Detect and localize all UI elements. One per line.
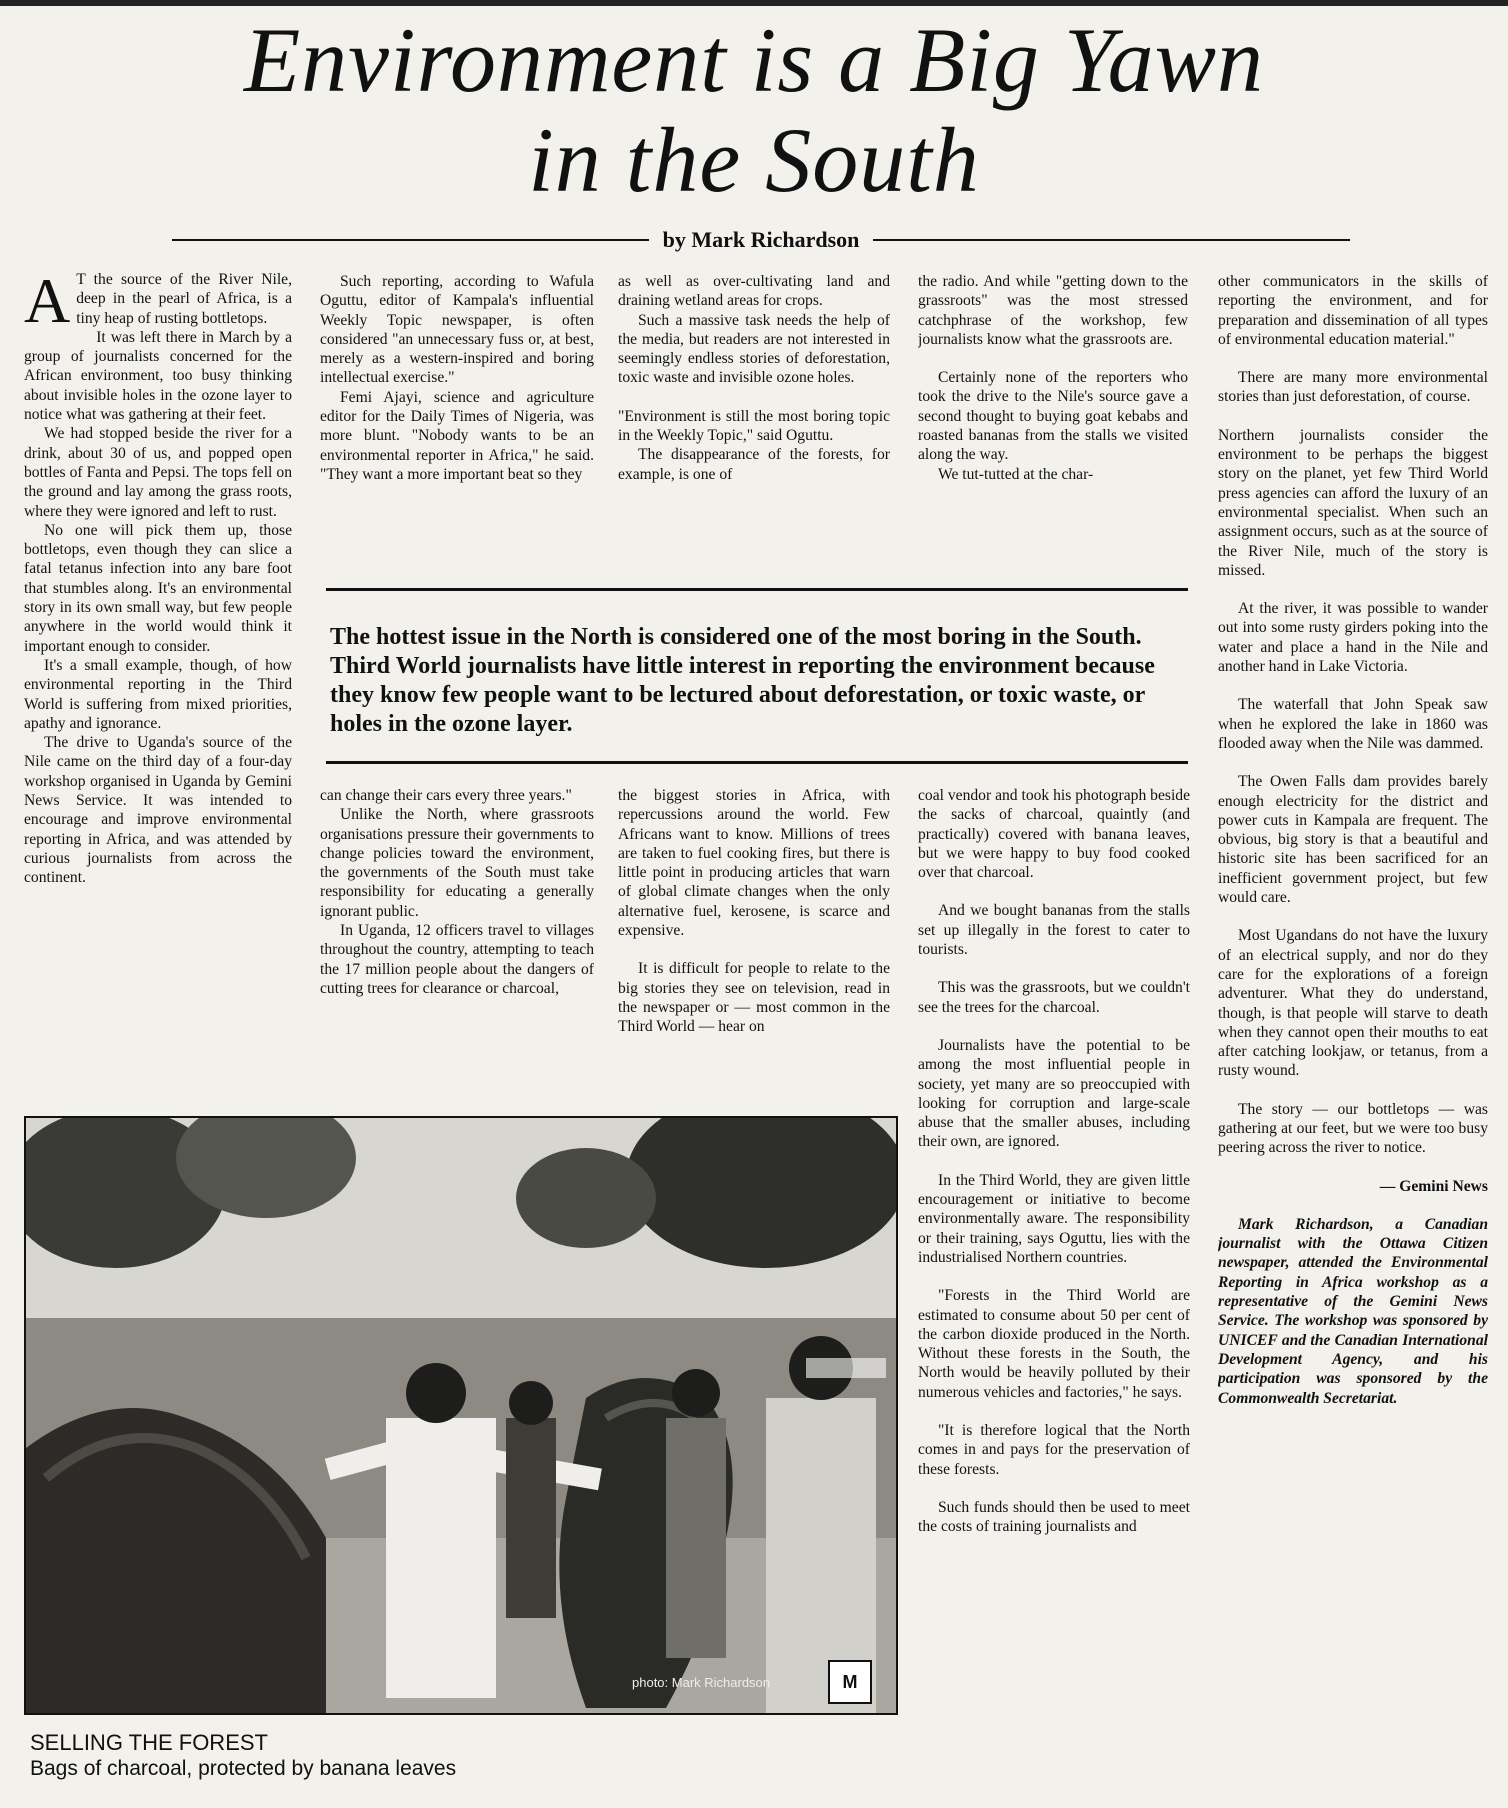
col1-paragraph-2: It was left there in March by a group of journalists concerned for the African environment, too busy thinking about invisible holes in the ozone layer to notice what was gathering at their feet. [24,328,292,424]
col3-paragraph-2: Such a massive task needs the help of the media, but readers are not interested in seemingly endless stories of deforestation, toxic waste and invisible ozone holes. [618,311,890,387]
col3b-paragraph-1: the biggest stories in Africa, with repercussions around the world. Few Africans want to know. Millions of trees are taken to fuel cooking fires, but there is little point in producing articles that warn of global climate changes when the only alternative fuel, kerosene, is scarce and expensive. [618,787,890,940]
byline [172,225,1350,255]
col5-paragraph-2: There are many more environmental stories than just deforestation, of course. [1218,369,1488,406]
photo-illustration [26,1118,896,1713]
col4b-paragraph-7: "It is therefore logical that the North comes in and pays for the preservation of these forests. [918,1422,1190,1478]
byline-rule-left [172,239,649,241]
drop-cap: A [24,270,71,336]
col1-paragraph-4: No one will pick them up, those bottletops, even though they can slice a fatal tetanus infection into any bare foot that stumbles along. It's an environmental story in its own small way, but few people anywhere in the world would think it important enough to consider. [24,521,292,655]
col2-paragraph-2: Femi Ajayi, science and agriculture editor for the Daily Times of Nigeria, was more blunt. "Nobody wants to be an environmental reporter in Africa," he said. "They want a more important beat so they [320,388,594,483]
photo-caption [30,1730,456,1782]
author-bio: Mark Richardson, a Canadian journalist with the Ottawa Citizen newspaper, attended the Environmental Reporting in Africa workshop as a representative of the Gemini News Service. The workshop was sponsored by UNICEF and the Canadian International Development Agency, and his participation was sponsored by the Commonwealth Secretariat. [1218,1215,1488,1407]
column-1 [24,270,292,1100]
col4b-paragraph-2: And we bought bananas from the stalls set up illegally in the forest to cater to tourists. [918,902,1190,959]
col2-paragraph-1: Such reporting, according to Wafula Oguttu, editor of Kampala's influential Weekly Topic newspaper, is often considered "an unnecessary fuss or, at best, merely as a western-inspired and boring intellectual exercise." [320,273,594,387]
col5-paragraph-8: The story — our bottletops — was gathering at our feet, but we were too busy peering across the river to notice. [1218,1100,1488,1157]
col5-paragraph-1: other communicators in the skills of reporting the environment, and for preparation and dissemination of all types of environmental education material." [1218,273,1488,348]
col3-paragraph-4: The disappearance of the forests, for example, is one of [618,446,890,483]
col4b-paragraph-8: Such funds should then be used to meet the costs of training journalists and [918,1498,1190,1536]
col4b-paragraph-3: This was the grassroots, but we couldn't see the trees for the charcoal. [918,979,1190,1016]
column-3-bottom [618,786,890,1096]
col4b-paragraph-5: In the Third World, they are given little encouragement or initiative to become environmentally aware. The responsibility or their training, says Oguttu, lies with the industrialised Northern countries. [918,1171,1190,1266]
col4b-paragraph-6: "Forests in the Third World are estimated to consume about 50 per cent of the carbon dioxide produced in the North. Without these forests in the South, the North would be heavily polluted by their numerous vehicles and factories," he says. [918,1287,1190,1401]
col5-paragraph-6: The Owen Falls dam provides barely enough electricity for the district and power cuts in Kampala are frequent. The obvious, big story is that a beautiful and historic site has been sacrificed for an inefficient government project, but few would care. [1218,773,1488,907]
col4b-paragraph-4: Journalists have the potential to be among the most influential people in society, yet many are so preoccupied with looking for corruption and large-scale abuse that the smaller abuses, including their own, are ignored. [918,1036,1190,1151]
column-5 [1218,272,1488,1792]
col4-paragraph-1: the radio. And while "getting down to the grassroots" was the most stressed catchphrase of the workshop, few journalists know what the grassroots are. [918,273,1188,348]
caption-subtitle: Bags of charcoal, protected by banana leaves [30,1757,457,1780]
gemini-logo-icon: M [828,1660,872,1704]
col2b-paragraph-2: Unlike the North, where grassroots organisations pressure their governments to change policies toward the environment, the governments of the South must take responsibility for educating a generally ignorant public. [320,806,594,920]
pull-quote-rule-bottom [326,761,1188,764]
byline-rule-right [873,239,1350,241]
top-rule [0,0,1508,6]
headline-line-1: Environment is a Big Yawn [243,9,1265,111]
column-2-top [320,272,594,562]
col5-paragraph-4: At the river, it was possible to wander out into some rusty girders poking into the water and place a hand in the Nile and another hand in Lake Victoria. [1218,600,1488,676]
column-4-bottom [918,786,1190,1786]
col4-paragraph-2: Certainly none of the reporters who took the drive to the Nile's source gave a second thought to buying goat kebabs and roasted bananas from the stalls we visited along the way. [918,369,1188,464]
col5-paragraph-7: Most Ugandans do not have the luxury of an electrical supply, and nor do they care for the explorations of a foreign adventurer. What they do understand, though, is that people will starve to death when they cannot open their mouths to eat after catching lookjaw, or tetanus, from a rusty wound. [1218,927,1488,1080]
column-3-top [618,272,890,562]
col4b-paragraph-1: coal vendor and took his photograph beside the sacks of charcoal, quaintly (and practically) covered with banana leaves, but we were happy to buy food cooked over that charcoal. [918,787,1190,882]
col5-paragraph-5: The waterfall that John Speak saw when he explored the lake in 1860 was flooded away when the Nile was dammed. [1218,696,1488,752]
col1-paragraph-6: The drive to Uganda's source of the Nile came on the third day of a four-day workshop organised in Uganda by Gemini News Service. It was intended to encourage and improve environmental reporting in Africa, and was attended by curious journalists from across the continent. [24,734,292,887]
caption-title: SELLING THE FOREST [30,1730,268,1755]
pull-quote-text: The hottest issue in the North is considered one of the most boring in the South. Third World journalists have little interest in reporting the environment because they know few people want to be lectured about deforestation, or toxic waste, or holes in the ozone layer. [330,624,1155,737]
column-2-bottom [320,786,594,1096]
col5-paragraph-3: Northern journalists consider the environment to be perhaps the biggest story on the planet, yet few Third World press agencies can afford the luxury of an environmental specialist. When such an assignment occurs, such as at the source of the River Nile, much of the story is missed. [1218,426,1488,579]
col2b-paragraph-3: In Uganda, 12 officers travel to villages throughout the country, attempting to teach the 17 million people about the dangers of cutting trees for clearance or charcoal, [320,922,594,997]
col3b-paragraph-2: It is difficult for people to relate to the big stories they see on television, read in the newspaper or — most common in the Third World — hear on [618,960,890,1036]
col3-paragraph-1: as well as over-cultivating land and draining wetland areas for crops. [618,273,890,310]
col3-paragraph-3: "Environment is still the most boring topic in the Weekly Topic," said Oguttu. [618,407,890,445]
signoff: — Gemini News [1379,1177,1488,1195]
col2b-paragraph-1: can change their cars every three years." [320,787,572,804]
photo-credit: photo: Mark Richardson [632,1675,771,1690]
headline-line-2: in the South [528,109,980,211]
headline [0,10,1508,210]
column-4-top [918,272,1188,562]
byline-text: by Mark Richardson [662,227,860,252]
col1-paragraph-5: It's a small example, though, of how environmental reporting in the Third World is suffering from mixed priorities, apathy and ignorance. [24,656,292,732]
col4-paragraph-3: We tut-tutted at the char- [938,465,1094,483]
col1-paragraph-3: We had stopped beside the river for a drink, about 30 of us, and popped open bottles of Fanta and Pepsi. The tops fell on the ground and lay among the grass roots, where they were ignored and left to rust. [24,425,292,520]
col1-paragraph-1: A T the source of the River Nile, deep in the pearl of Africa, is a tiny heap of rusting bottletops. [24,270,292,336]
pull-quote [326,588,1188,764]
photo-charcoal-sellers [24,1116,898,1715]
